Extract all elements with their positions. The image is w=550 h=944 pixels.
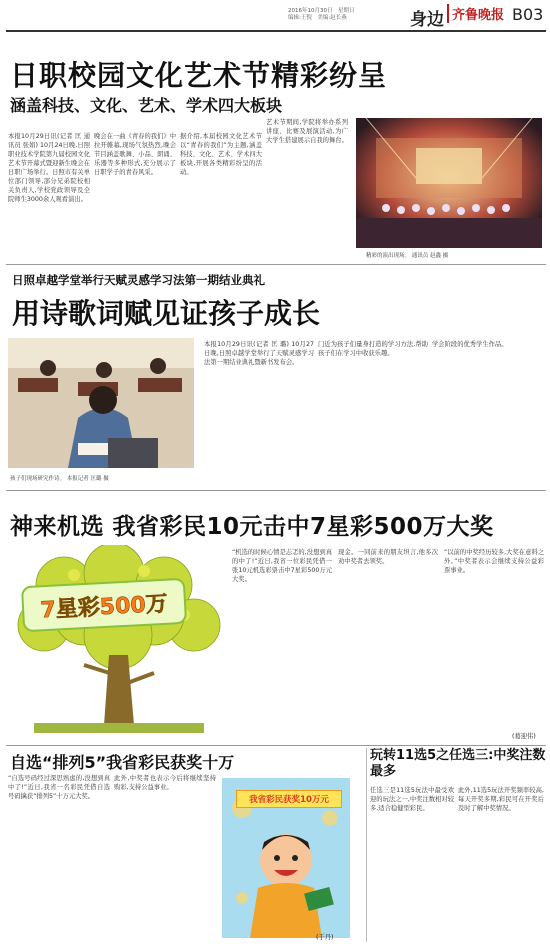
divider <box>6 490 546 491</box>
article2-title: 用诗歌词赋见证孩子成长 <box>12 297 321 330</box>
article4-title: 自选“排列5”我省彩民获奖十万 <box>10 753 235 772</box>
article2-col3: 学会阶段的优秀学生作品。 <box>432 341 508 348</box>
article2-kicker: 日照卓越学堂举行天赋灵感学习法第一期结业典礼 <box>12 273 265 287</box>
lottery-sign <box>21 578 187 633</box>
column-rule <box>366 748 367 942</box>
article2-col2: 门近为孩子们量身打造的学习方法,帮助孩子们在学习中收获乐趣。 <box>318 341 428 357</box>
section-name: 身边 <box>410 10 444 30</box>
stage-photo-caption: 精彩的演出现场。 通讯员 赵鑫 摄 <box>366 253 449 259</box>
divider <box>6 264 546 265</box>
article1-title: 日职校园文化艺术节精彩纷呈 <box>10 59 388 92</box>
header-rule <box>6 30 546 32</box>
article1-col3: 据介绍,本届校园文化艺术节以“青春的我们”为主题,涵盖科技、文化、艺术、学术四大板块,开展各类精彩纷呈的活动。 <box>180 133 262 176</box>
article3-col3: “以前的中奖经历较多,大奖在意料之外。”中奖者表示会继续支持公益彩票事业。 <box>444 549 544 574</box>
prize-banner <box>236 790 342 808</box>
article5-title: 玩转11选5之任选三:中奖注数最多 <box>370 748 546 779</box>
article3-col1: “机选的时候心情是忐忑的,没想到真的中了!”近日,我省一位彩民凭借一张10元机选彩票击中7星彩500万元大奖。 <box>232 549 332 583</box>
page-number: B03 <box>512 5 544 24</box>
lottery-sign-text: 7星彩500万 <box>39 591 169 623</box>
article1-col2: 晚会在一曲《青春的我们》中拉开帷幕,现场气氛热烈,晚会节目涵盖歌舞、小品、朗诵、乐器等多种形式,充分展示了日职学子的青春风采。 <box>94 133 176 176</box>
article2-col1: 本报10月29日讯(记者 匡 璐) 10月27日晚,日照卓越学堂举行了天赋灵感学习法第一期结业典礼暨新书发布会。 <box>204 341 314 366</box>
lottery-tree-illustration <box>4 545 232 737</box>
article1-col4: 艺术节期间,学院将举办系列讲座、比赛及展演活动,为广大学生搭建展示自我的舞台。 <box>266 119 348 144</box>
prize-banner-text: 我省彩民获奖10万元 <box>249 795 329 805</box>
article3-col2: 现金。一同前来的朋友坦言,他多次劝中奖者去领奖。 <box>338 549 438 565</box>
stage-photo <box>356 118 542 248</box>
article5-col2: 此外,11选5玩法开奖频率较高,每天开奖多期,彩民可在开奖后及时了解中奖情况。 <box>458 787 544 812</box>
article3-author: (葛迎伟) <box>512 733 536 740</box>
article3-title: 神来机选 我省彩民10元击中7星彩500万大奖 <box>10 514 494 540</box>
article5-col1: 任选三是11选5玩法中最受欢迎的玩法之一,中奖注数相对较多,适合稳健型彩民。 <box>370 787 454 812</box>
editors-line: 编辑:王倪 美编:赵长燕 <box>288 15 347 21</box>
article4-col1: “自选号码经过深思熟虑的,没想到真中了!”近日,我省一名彩民凭借自选号码擒获“排列5”十万元大奖。 <box>8 775 110 800</box>
article1-col1: 本报10月29日讯(记者 匡 通讯员 张娟) 10月24日晚,日照职业技术学院第九届校园文化艺术节开幕式暨迎新生晚会在日职广场举行。日照市有关单位部门领导,部分兄弟院校相关负责人,学校党政领导及全院师生3000余人观看演出。 <box>8 133 90 203</box>
newspaper-logo: 齐鲁晚报 <box>447 4 504 23</box>
divider <box>6 745 546 746</box>
article4-author: (于丹) <box>316 934 334 941</box>
article4-col2: 此外,中奖者也表示今后将继续坚持购彩,支持公益事业。 <box>114 775 216 791</box>
students-photo <box>8 338 194 468</box>
issue-date: 2016年10月30日 星期日 <box>288 8 355 14</box>
article1-subtitle: 涵盖科技、文化、艺术、学术四大板块 <box>10 96 283 115</box>
students-photo-caption: 孩子们现场研究作诗。 本报记者 匡璐 摄 <box>10 476 109 482</box>
